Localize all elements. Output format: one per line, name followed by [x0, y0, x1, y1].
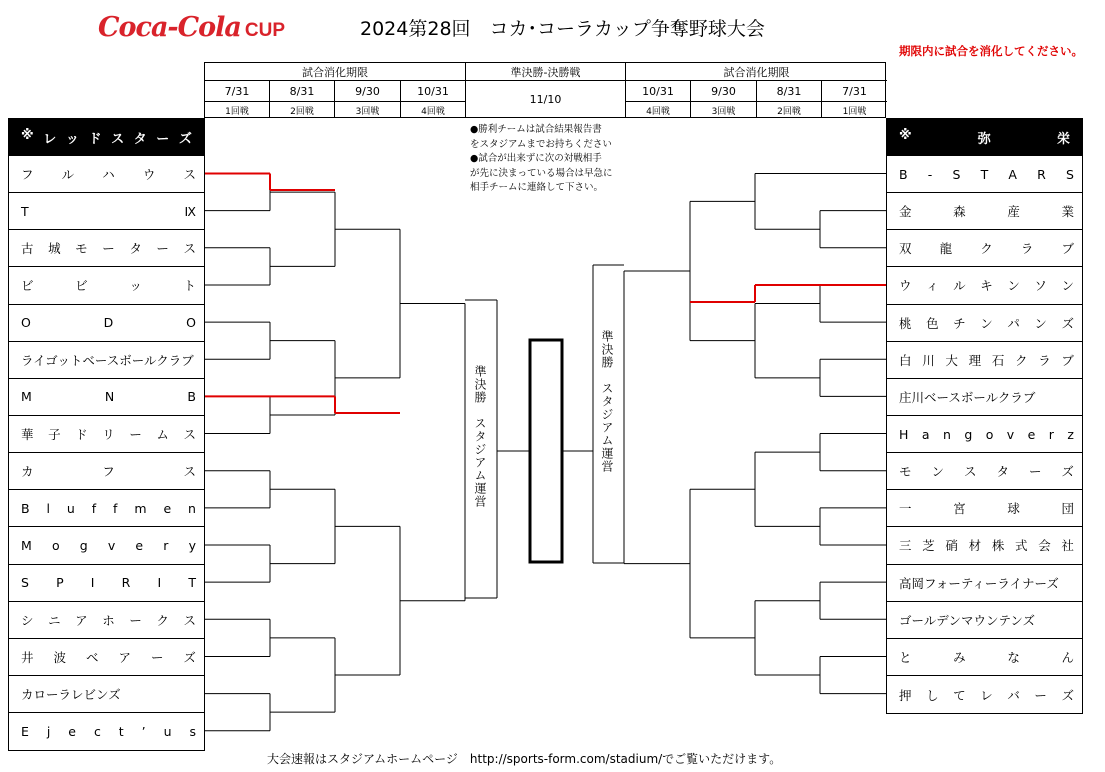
right-team-name: 桃 色 チ ン パ ン ズ	[899, 315, 1074, 331]
right-team-name: モ ン ス タ ー ズ	[899, 464, 1074, 480]
right-team-name: 白 川 大 理 石 ク ラ ブ	[899, 352, 1074, 368]
right-team-name: 一 宮 球 団	[899, 501, 1074, 517]
left-team-name: M o g v e r y	[21, 537, 196, 553]
note-line-3: ●試合が出来ずに次の対戦相手	[470, 153, 602, 164]
note-line-4: が先に決まっている場合は早急に	[470, 167, 613, 179]
right-team-name: と み な ん	[899, 649, 1074, 665]
note-line-1: ●勝利チームは試合結果報告書	[470, 124, 602, 135]
left-team-name: T Ⅸ	[21, 203, 196, 219]
right-date-4: 7/31	[822, 81, 887, 102]
left-team-name: ビ ビ ッ ト	[21, 278, 196, 294]
left-deadline-header: 試合消化期限	[205, 63, 466, 81]
right-semifinal-label: 準決勝 スタジアム運営	[600, 330, 614, 473]
left-team-name: S P I R I T	[21, 575, 196, 591]
left-semifinal-label: 準決勝 スタジアム運営	[473, 365, 487, 508]
right-team-name: ウ ィ ル キ ン ソ ン	[899, 278, 1074, 294]
left-date-4: 10/31	[401, 81, 466, 102]
left-block-name-text: ※ レ ッ ド ス タ ー ズ	[21, 127, 192, 147]
right-team-name: B - S T A R S	[899, 166, 1074, 182]
logo-brand: Coca-Cola	[98, 12, 241, 43]
right-date-2: 9/30	[691, 81, 757, 102]
right-round-1: 4回戦	[626, 102, 691, 118]
left-round-1: 1回戦	[205, 102, 270, 118]
right-team-name: 三 芝 硝 材 株 式 会 社	[899, 538, 1074, 554]
left-round-2: 2回戦	[270, 102, 335, 118]
left-team-name: カ フ ス	[21, 464, 196, 480]
right-block-name-text: ※ 弥 栄	[899, 127, 1070, 147]
left-date-2: 8/31	[270, 81, 335, 102]
right-date-3: 8/31	[757, 81, 822, 102]
left-team-name: フ ル ハ ウ ス	[21, 167, 196, 183]
page-title: 2024第28回 コカ･コーラカップ争奪野球大会	[360, 18, 765, 40]
right-team-name: H a n g o v e r z	[899, 426, 1074, 442]
right-round-2: 3回戦	[691, 102, 757, 118]
logo-cup: CUP	[244, 20, 286, 41]
left-team-name: シ ニ ア ホ ー ク ス	[21, 612, 196, 628]
final-date: 11/10	[466, 81, 626, 118]
left-team-name: カローラレビンズ	[21, 687, 121, 703]
left-team-name: O D O	[21, 315, 196, 331]
left-date-3: 9/30	[335, 81, 401, 102]
right-team-name: 金 森 産 業	[899, 204, 1074, 220]
left-team-name: B l u f f m e n	[21, 500, 196, 516]
left-team-name: 華 子 ド リ ー ム ス	[21, 427, 196, 443]
right-team-name: 高岡フォーティーライナーズ	[899, 575, 1059, 591]
final-header: 準決勝-決勝戦	[466, 63, 626, 81]
right-team-name: 押 し て レ バ ー ズ	[899, 687, 1074, 703]
left-team-name: E j e c t ’ u s	[21, 724, 196, 740]
right-deadline-header: 試合消化期限	[626, 63, 887, 81]
left-team-name: ライゴットベースボールクラブ	[21, 352, 194, 368]
footer-info: 大会速報はスタジアムホームページ http://sports-form.com/stadium/でご覧いただけます。	[267, 752, 782, 766]
left-date-1: 7/31	[205, 81, 270, 102]
deadline-notice: 期限内に試合を消化してください。	[899, 44, 1083, 58]
note-line-5: 相手チームに連絡して下さい。	[470, 182, 604, 193]
left-round-3: 3回戦	[335, 102, 401, 118]
left-team-name: 井 波 ベ ア ー ズ	[21, 649, 196, 665]
right-round-4: 1回戦	[842, 106, 867, 117]
left-round-4: 4回戦	[401, 102, 466, 118]
left-team-name: 古 城 モ ー タ ー ス	[21, 241, 196, 257]
right-team-name: 双 龍 ク ラ ブ	[899, 241, 1074, 257]
note-line-2: をスタジアムまでお持ちください	[470, 138, 612, 150]
right-date-1: 10/31	[626, 81, 691, 102]
left-team-name: M N B	[21, 389, 196, 405]
trophy-final-box	[530, 340, 562, 562]
right-team-name: ゴールデンマウンテンズ	[899, 612, 1036, 628]
right-round-3: 2回戦	[757, 102, 822, 118]
right-team-name: 庄川ベースボールクラブ	[899, 389, 1036, 405]
